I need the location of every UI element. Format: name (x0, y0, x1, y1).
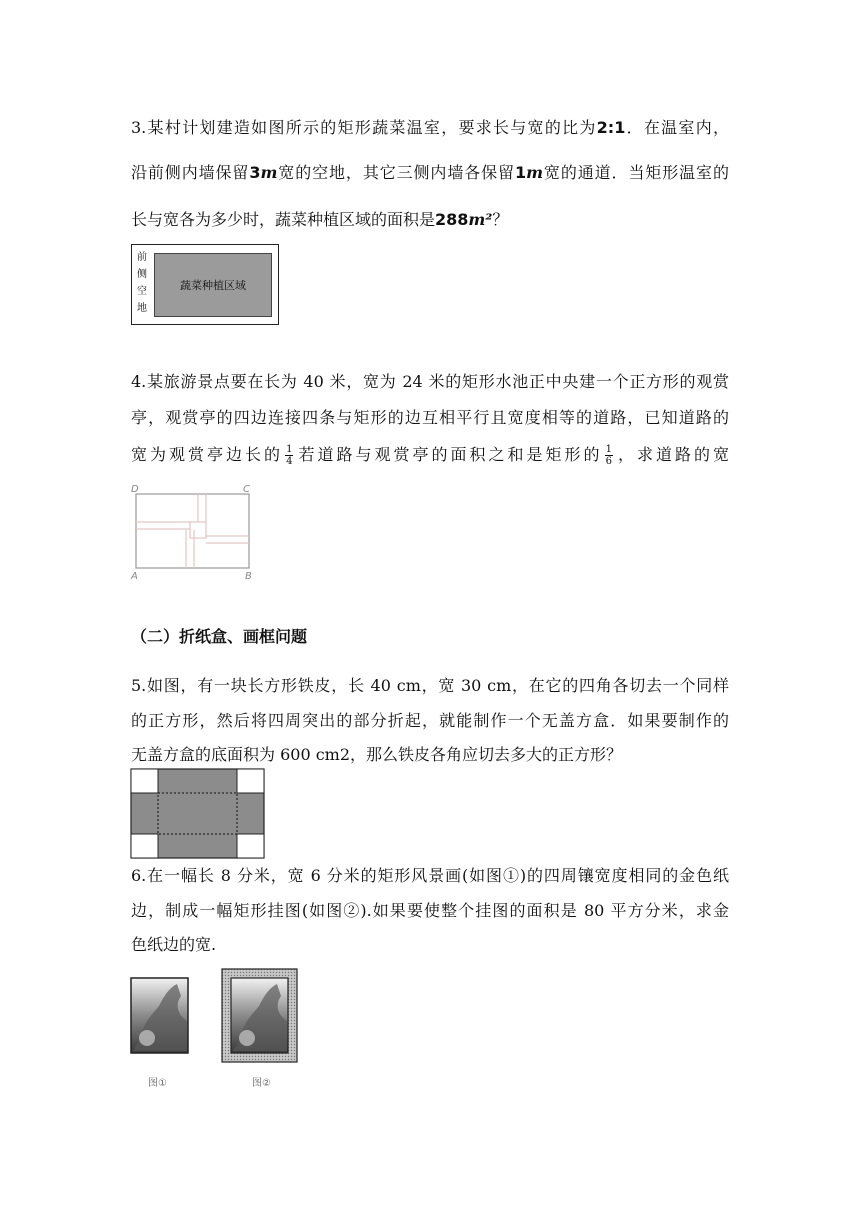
cut-corner-bottom-left (131, 834, 158, 858)
q3-text: 长与宽各为多少时，蔬菜种植区域的面积是 (131, 210, 436, 229)
q4-text: 4.某旅游景点要在长为 40 米，宽为 24 米的矩形水池正中央建一个正方形的观赏 (131, 372, 729, 391)
planting-region (154, 253, 272, 317)
cut-corner-top-right (237, 769, 264, 793)
section-heading: （二）折纸盒、画框问题 (131, 627, 308, 646)
label-A: A (131, 571, 138, 582)
q3-text: ．在温室内， (625, 118, 729, 137)
fraction-denominator: 6 (605, 456, 612, 467)
front-side-label (135, 249, 149, 317)
side-label-char: 侧 (137, 269, 147, 280)
side-label-char: 地 (137, 303, 147, 314)
cut-corner-top-left (131, 769, 158, 793)
area-value: 288 (435, 210, 469, 229)
flower-shape (239, 1030, 255, 1046)
q4-text: 宽为观赏亭边长的 (131, 445, 284, 464)
label-D: D (131, 484, 139, 495)
q6-text: 6.在一幅长 8 分米，宽 6 分米的矩形风景画(如图①)的四周镶宽度相同的金色纸 (131, 866, 729, 885)
q5-line-3 (131, 745, 729, 765)
pool-rectangle (136, 494, 249, 568)
area-unit: m² (468, 210, 493, 229)
q6-text: 边，制成一幅矩形挂图(如图②).如果要使整个挂图的面积是 80 平方分米，求金 (131, 901, 729, 920)
metal-sheet-figure (130, 768, 266, 860)
q3-text: 宽的通道．当矩形温室的 (543, 163, 729, 182)
q5-text: 的正方形，然后将四周突出的部分折起，就能制作一个无盖方盒．如果要制作的 (131, 711, 729, 730)
label-B: B (245, 571, 252, 582)
q5-text: 无盖方盒的底面积为 600 cm2，那么铁皮各角应切去多大的正方形？ (131, 745, 623, 764)
fraction-numerator: 1 (605, 444, 612, 455)
q6-line-1 (131, 866, 729, 886)
q5-line-2 (131, 711, 729, 731)
pool-figure (128, 482, 258, 584)
label-C: C (243, 484, 250, 495)
fraction-numerator: 1 (286, 444, 293, 455)
q4-line-3 (131, 442, 729, 468)
q3-line-3 (131, 210, 729, 230)
fig2-caption: 图② (252, 1078, 271, 1089)
painting-figure-1 (129, 976, 191, 1058)
q6-line-3 (131, 935, 729, 955)
q3-line-1 (131, 118, 729, 138)
greenhouse-figure (131, 244, 279, 325)
ratio-value: 2:1 (596, 118, 626, 137)
painting-figure-2 (221, 968, 299, 1064)
side-label-char: 空 (137, 286, 147, 297)
q6-line-2 (131, 901, 729, 921)
q4-line-2 (131, 408, 729, 428)
q3-line-2 (131, 163, 729, 183)
q3-text: 3.某村计划建造如图所示的矩形蔬菜温室，要求长与宽的比为 (131, 118, 597, 137)
side-label-char: 前 (137, 252, 147, 263)
q5-line-1 (131, 676, 729, 696)
fraction-denominator: 4 (286, 456, 293, 467)
q4-text: ，求道路的宽 (614, 445, 729, 464)
unit-m: m (526, 163, 544, 182)
front-gap-value: 3 (249, 163, 261, 182)
planting-region-label: 蔬菜种植区域 (180, 279, 246, 292)
flower-shape (139, 1030, 155, 1046)
side-gap-value: 1 (514, 163, 527, 182)
unit-m: m (260, 163, 278, 182)
q3-text: 沿前侧内墙保留 (131, 163, 250, 182)
q4-text: 亭，观赏亭的四边连接四条与矩形的边互相平行且宽度相等的道路，已知道路的 (131, 408, 729, 427)
cut-corner-bottom-right (237, 834, 264, 858)
fig1-caption: 图① (148, 1078, 167, 1089)
q5-text: 5.如图，有一块长方形铁皮，长 40 cm，宽 30 cm，在它的四角各切去一个同样 (131, 676, 729, 695)
fraction-one-quarter (285, 444, 293, 467)
fraction-one-sixth (605, 444, 613, 467)
q6-text: 色纸边的宽. (131, 935, 217, 954)
q3-text: ？ (492, 210, 509, 229)
q3-text: 宽的空地，其它三侧内墙各保留 (277, 163, 515, 182)
q4-line-1 (131, 372, 729, 392)
q4-text: 若道路与观赏亭的面积之和是矩形的 (295, 445, 603, 464)
